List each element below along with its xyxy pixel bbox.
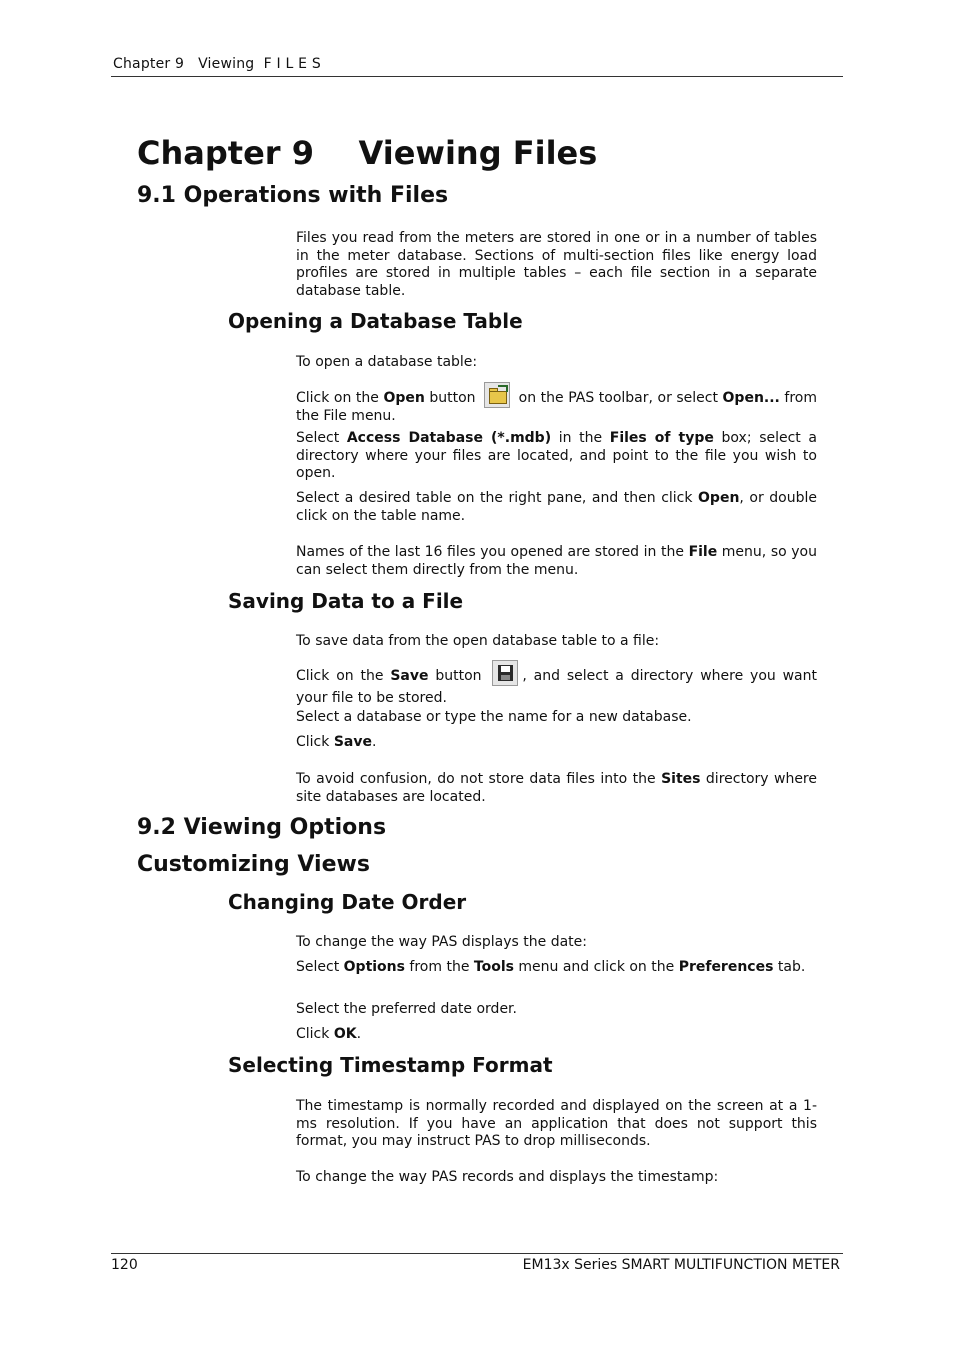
selecting-timestamp-heading: Selecting Timestamp Format: [228, 1053, 553, 1077]
running-footer: [111, 1253, 843, 1273]
running-header-text: Chapter 9 Viewing F I L E S: [113, 56, 321, 72]
floppy-disk-icon: [492, 660, 518, 686]
save-step-select-db: Select a database or type the name for a new database.: [296, 709, 692, 725]
chapter-title: Chapter 9 Viewing Files: [137, 134, 598, 172]
open-step-select-type: Select Access Database (*.mdb) in the Files of type box; select a directory where your files are located, and point to the file you wish to open.: [296, 430, 818, 481]
section-9-2-title: 9.2 Viewing Options: [137, 815, 387, 840]
opening-database-table-heading: Opening a Database Table: [228, 309, 523, 333]
open-step-intro: To open a database table:: [296, 354, 478, 370]
section-9-1-intro: Files you read from the meters are stored in one or in a number of tables in the meter database. Sections of multi-section files like energy load profiles are stored in multiple tables – each file section in a separate database table.: [296, 230, 817, 299]
date-step-select-order: Select the preferred date order.: [296, 1001, 517, 1017]
save-step-click-save: Click on the Save button , and select a directory where you want your file to be stored.: [296, 660, 817, 709]
date-step-intro: To change the way PAS displays the date:: [296, 934, 587, 950]
saving-data-heading: Saving Data to a File: [228, 589, 464, 613]
timestamp-step-intro: To change the way PAS records and displays the timestamp:: [296, 1169, 719, 1185]
page-number: 120: [111, 1257, 138, 1273]
running-header: [111, 56, 843, 77]
timestamp-description: The timestamp is normally recorded and displayed on the screen at a 1-ms resolution. If you have an application that does not support this format, you may instruct PAS to drop milliseconds.: [296, 1098, 817, 1149]
save-step-intro: To save data from the open database table to a file:: [296, 633, 660, 649]
customizing-views-heading: Customizing Views: [137, 852, 370, 877]
date-step-select-options: Select Options from the Tools menu and click on the Preferences tab.: [296, 959, 806, 975]
save-step-click-save-final: Click Save.: [296, 734, 377, 750]
changing-date-order-heading: Changing Date Order: [228, 890, 467, 914]
open-note-recent-files: Names of the last 16 files you opened are stored in the File menu, so you can select them directly from the menu.: [296, 544, 817, 578]
open-step-click-open: Click on the Open button on the PAS toolbar, or select Open... from the File menu.: [296, 382, 817, 426]
section-9-1-title: 9.1 Operations with Files: [137, 183, 449, 208]
date-step-click-ok: Click OK.: [296, 1026, 362, 1042]
open-step-select-table: Select a desired table on the right pane, and then click Open, or double click on the table name.: [296, 490, 817, 524]
open-folder-icon: [484, 382, 510, 408]
save-note-sites: To avoid confusion, do not store data files into the Sites directory where site databases are located.: [296, 771, 817, 805]
product-name: EM13x Series SMART MULTIFUNCTION METER: [522, 1257, 840, 1273]
